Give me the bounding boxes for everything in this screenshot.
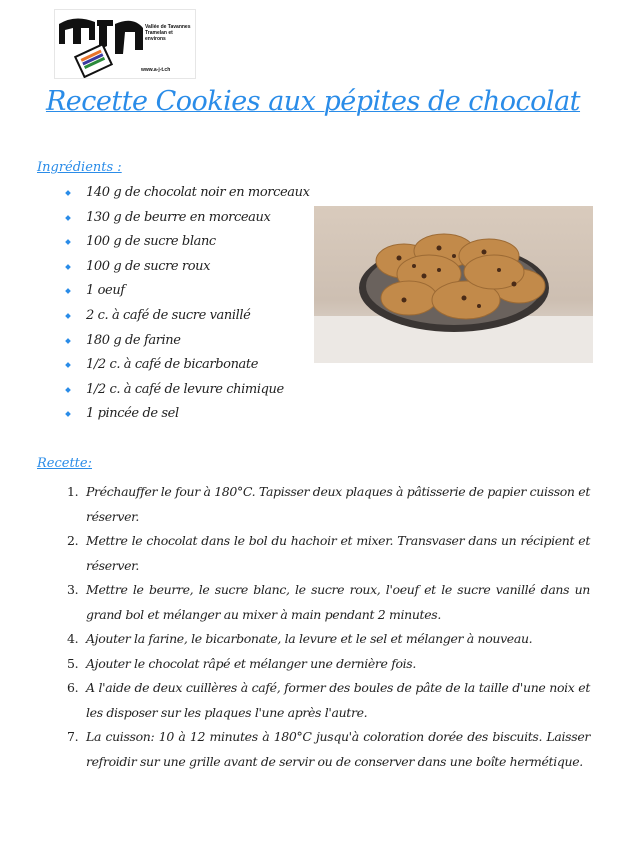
bullet-icon <box>65 215 71 221</box>
recipe-step <box>62 529 590 578</box>
logo-text: Vallée de Tavannes Tramelan et environs <box>145 24 191 42</box>
ingredient-item <box>62 404 310 429</box>
step-number: 1. <box>67 484 79 499</box>
step-text: Mettre le chocolat dans le bol du hachoir et mixer. Transvaser dans un récipient et réserver. <box>86 533 590 573</box>
recipe-step <box>62 652 590 677</box>
step-number: 6. <box>67 680 79 695</box>
bullet-icon <box>65 190 71 196</box>
ingredient-item <box>62 232 310 257</box>
ingredient-item <box>62 208 310 233</box>
ingredient-text: 1 oeuf <box>86 283 125 299</box>
recipe-step <box>62 676 590 725</box>
step-text: A l'aide de deux cuillères à café, former des boules de pâte de la taille d'une noix et les disposer sur les plaques l'une après l'autre. <box>86 680 590 720</box>
bullet-icon <box>65 387 71 393</box>
cookies-photo <box>314 206 593 363</box>
bullet-icon <box>65 264 71 270</box>
ingredient-item <box>62 355 310 380</box>
recipe-heading: Recette: <box>37 456 92 471</box>
step-text: Mettre le beurre, le sucre blanc, le sucre roux, l'oeuf et le sucre vanillé dans un grand bol et mélanger au mixer à main pendant 2 minutes. <box>86 582 590 622</box>
step-text: Préchauffer le four à 180°C. Tapisser deux plaques à pâtisserie de papier cuisson et réserver. <box>86 484 590 524</box>
ingredient-text: 140 g de chocolat noir en morceaux <box>86 185 310 200</box>
ingredient-item <box>62 380 310 405</box>
step-number: 2. <box>67 533 79 548</box>
ingredient-item <box>62 183 310 208</box>
logo <box>54 9 196 79</box>
ingredient-text: 1/2 c. à café de levure chimique <box>86 381 284 397</box>
step-text: Ajouter la farine, le bicarbonate, la levure et le sel et mélanger à nouveau. <box>86 631 533 646</box>
recipe-steps <box>62 480 590 774</box>
ingredient-text: 2 c. à café de sucre vanillé <box>86 307 251 323</box>
ingredients-heading: Ingrédients : <box>37 160 122 175</box>
recipe-step <box>62 578 590 627</box>
ingredients-list <box>62 183 310 429</box>
bullet-icon <box>65 362 71 368</box>
ingredient-text: 1/2 c. à café de bicarbonate <box>86 357 259 373</box>
recipe-step <box>62 627 590 652</box>
page-title: Recette Cookies aux pépites de chocolat <box>45 86 581 117</box>
step-text: Ajouter le chocolat râpé et mélanger une dernière fois. <box>86 655 416 671</box>
ingredient-item <box>62 257 310 282</box>
ingredient-text: 100 g de sucre blanc <box>86 234 216 250</box>
ingredient-text: 100 g de sucre roux <box>86 258 211 274</box>
recipe-step <box>62 480 590 529</box>
bullet-icon <box>65 412 71 418</box>
logo-url: www.a-j-t.ch <box>141 67 171 73</box>
ingredient-text: 130 g de beurre en morceaux <box>86 209 271 225</box>
step-text: La cuisson: 10 à 12 minutes à 180°C jusqu'à coloration dorée des biscuits. Laisser refroidir sur une grille avant de servir ou de conserver dans une boîte hermétique. <box>86 729 590 769</box>
ingredient-item <box>62 281 310 306</box>
ingredient-text: 180 g de farine <box>86 332 181 348</box>
step-number: 4. <box>67 631 79 646</box>
step-number: 3. <box>67 582 79 597</box>
step-number: 7. <box>67 729 79 744</box>
bullet-icon <box>65 338 71 344</box>
step-number: 5. <box>67 655 79 671</box>
logo-graphic <box>55 10 145 78</box>
ingredient-item <box>62 306 310 331</box>
bullet-icon <box>65 289 71 295</box>
recipe-step <box>62 725 590 774</box>
bullet-icon <box>65 239 71 245</box>
ingredient-item <box>62 331 310 356</box>
bullet-icon <box>65 313 71 319</box>
ingredient-text: 1 pincée de sel <box>86 406 179 422</box>
